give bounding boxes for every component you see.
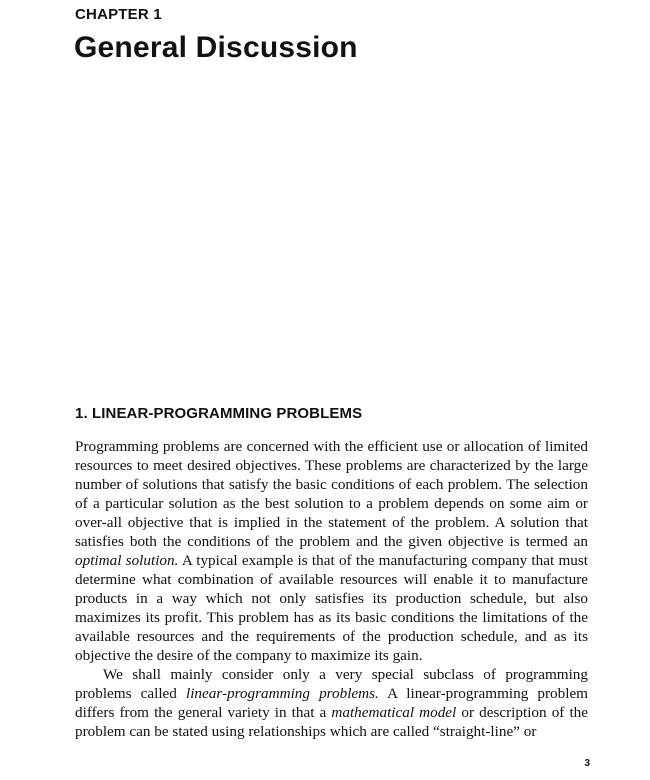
term-mathematical-model: mathematical model xyxy=(331,704,457,721)
chapter-title: General Discussion xyxy=(74,31,358,64)
term-linear-programming-problems: linear-programming problems. xyxy=(185,685,379,702)
chapter-label: CHAPTER 1 xyxy=(75,6,162,23)
section-heading: 1. LINEAR-PROGRAMMING PROBLEMS xyxy=(75,405,363,422)
paragraph-2 xyxy=(75,665,588,741)
body-text xyxy=(75,437,588,741)
paragraph-1 xyxy=(75,437,588,665)
paragraph-2-text-a: We shall mainly consider only a very special subclass of programming problems called xyxy=(75,666,588,702)
paragraph-2-text-c: or description of the problem can be stated using relationships which are called “straight-line” or xyxy=(75,704,589,740)
term-optimal-solution: optimal solution. xyxy=(75,552,179,569)
page-number: 3 xyxy=(584,758,590,769)
paragraph-1-text-b: A typical example is that of the manufacturing company that must determine what combination of available resources will enable it to manufacture products in a way which not only satisfies its production schedule, but also maximizes its profit. This problem has as its basic conditions the limitations of the available resources and the requirements of the production schedule, and as its objective the desire of the company to maximize its gain. xyxy=(75,552,588,664)
paragraph-2-text-b: A linear-programming problem differs from the general variety in that a xyxy=(75,685,588,721)
paragraph-1-text-a: Programming problems are concerned with the efficient use or allocation of limited resources to meet desired objectives. These problems are characterized by the large number of solutions that satisfy the basic conditions of each problem. The selection of a particular solution as the best solution to a problem depends on some aim or over-all objective that is implied in the statement of the problem. A solution that satisfies both the conditions of the problem and the given objective is termed an xyxy=(75,438,588,550)
